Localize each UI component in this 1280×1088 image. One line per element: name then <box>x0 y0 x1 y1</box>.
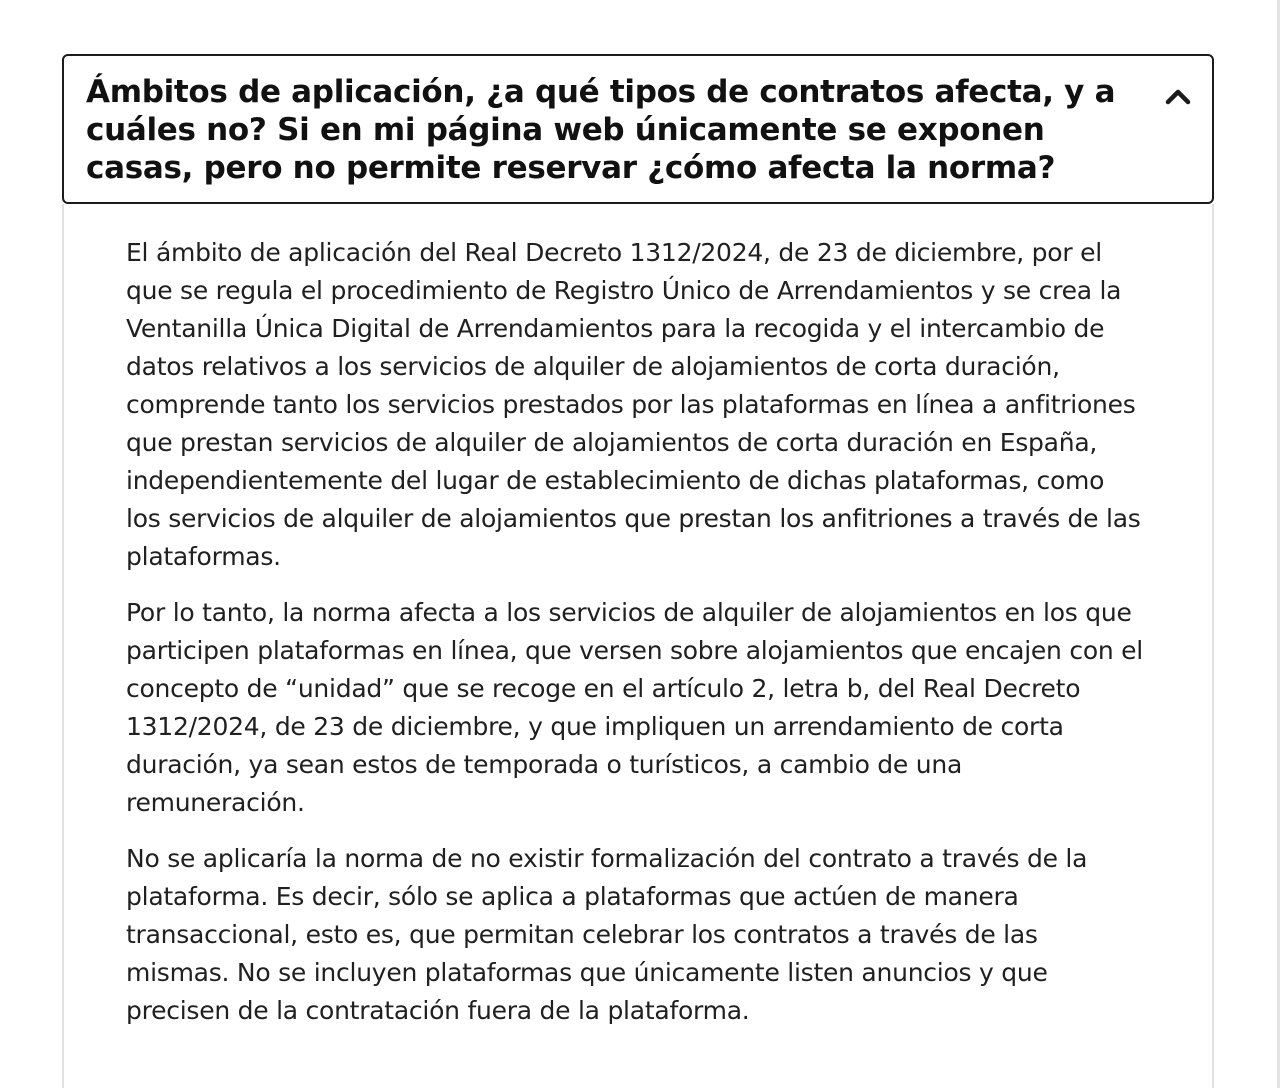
faq-accordion <box>62 54 1214 1088</box>
answer-paragraph-3: No se aplicaría la norma de no existir formalización del contrato a través de la plataforma. Es decir, sólo se aplica a plataformas que actúen de manera transaccional, esto es, que permitan celebrar los contratos a través de las mismas. No se incluyen plataformas que únicamente listen anuncios y que precisen de la contratación fuera de la plataforma. <box>126 844 1088 1025</box>
question-title: Ámbitos de aplicación, ¿a qué tipos de contratos afecta, y a cuáles no? Si en mi página web únicamente se exponen casas, pero no permite reservar ¿cómo afecta la norma? <box>86 74 1116 186</box>
chevron-up-icon[interactable] <box>1162 82 1194 108</box>
answer-body <box>126 234 1146 1048</box>
answer-panel <box>62 204 1214 1088</box>
answer-paragraph-1: El ámbito de aplicación del Real Decreto 1312/2024, de 23 de diciembre, por el que se regula el procedimiento de Registro Único de Arrendamientos y se crea la Ventanilla Única Digital de Arrendamientos para la recogida y el intercambio de datos relativos a los servicios de alquiler de alojamientos de corta duración, comprende tanto los servicios prestados por las plataformas en línea a anfitriones que prestan servicios de alquiler de alojamientos de corta duración en España, independientemente del lugar de establecimiento de dichas plataformas, como los servicios de alquiler de alojamientos que prestan los anfitriones a través de las plataformas. <box>126 238 1141 571</box>
accordion-header-button[interactable] <box>62 54 1214 204</box>
answer-paragraph-2: Por lo tanto, la norma afecta a los servicios de alquiler de alojamientos en los que participen plataformas en línea, que versen sobre alojamientos que encajen con el concepto de “unidad” que se recoge en el artículo 2, letra b, del Real Decreto 1312/2024, de 23 de diciembre, y que impliquen un arrendamiento de corta duración, ya sean estos de temporada o turísticos, a cambio de una remuneración. <box>126 598 1144 817</box>
